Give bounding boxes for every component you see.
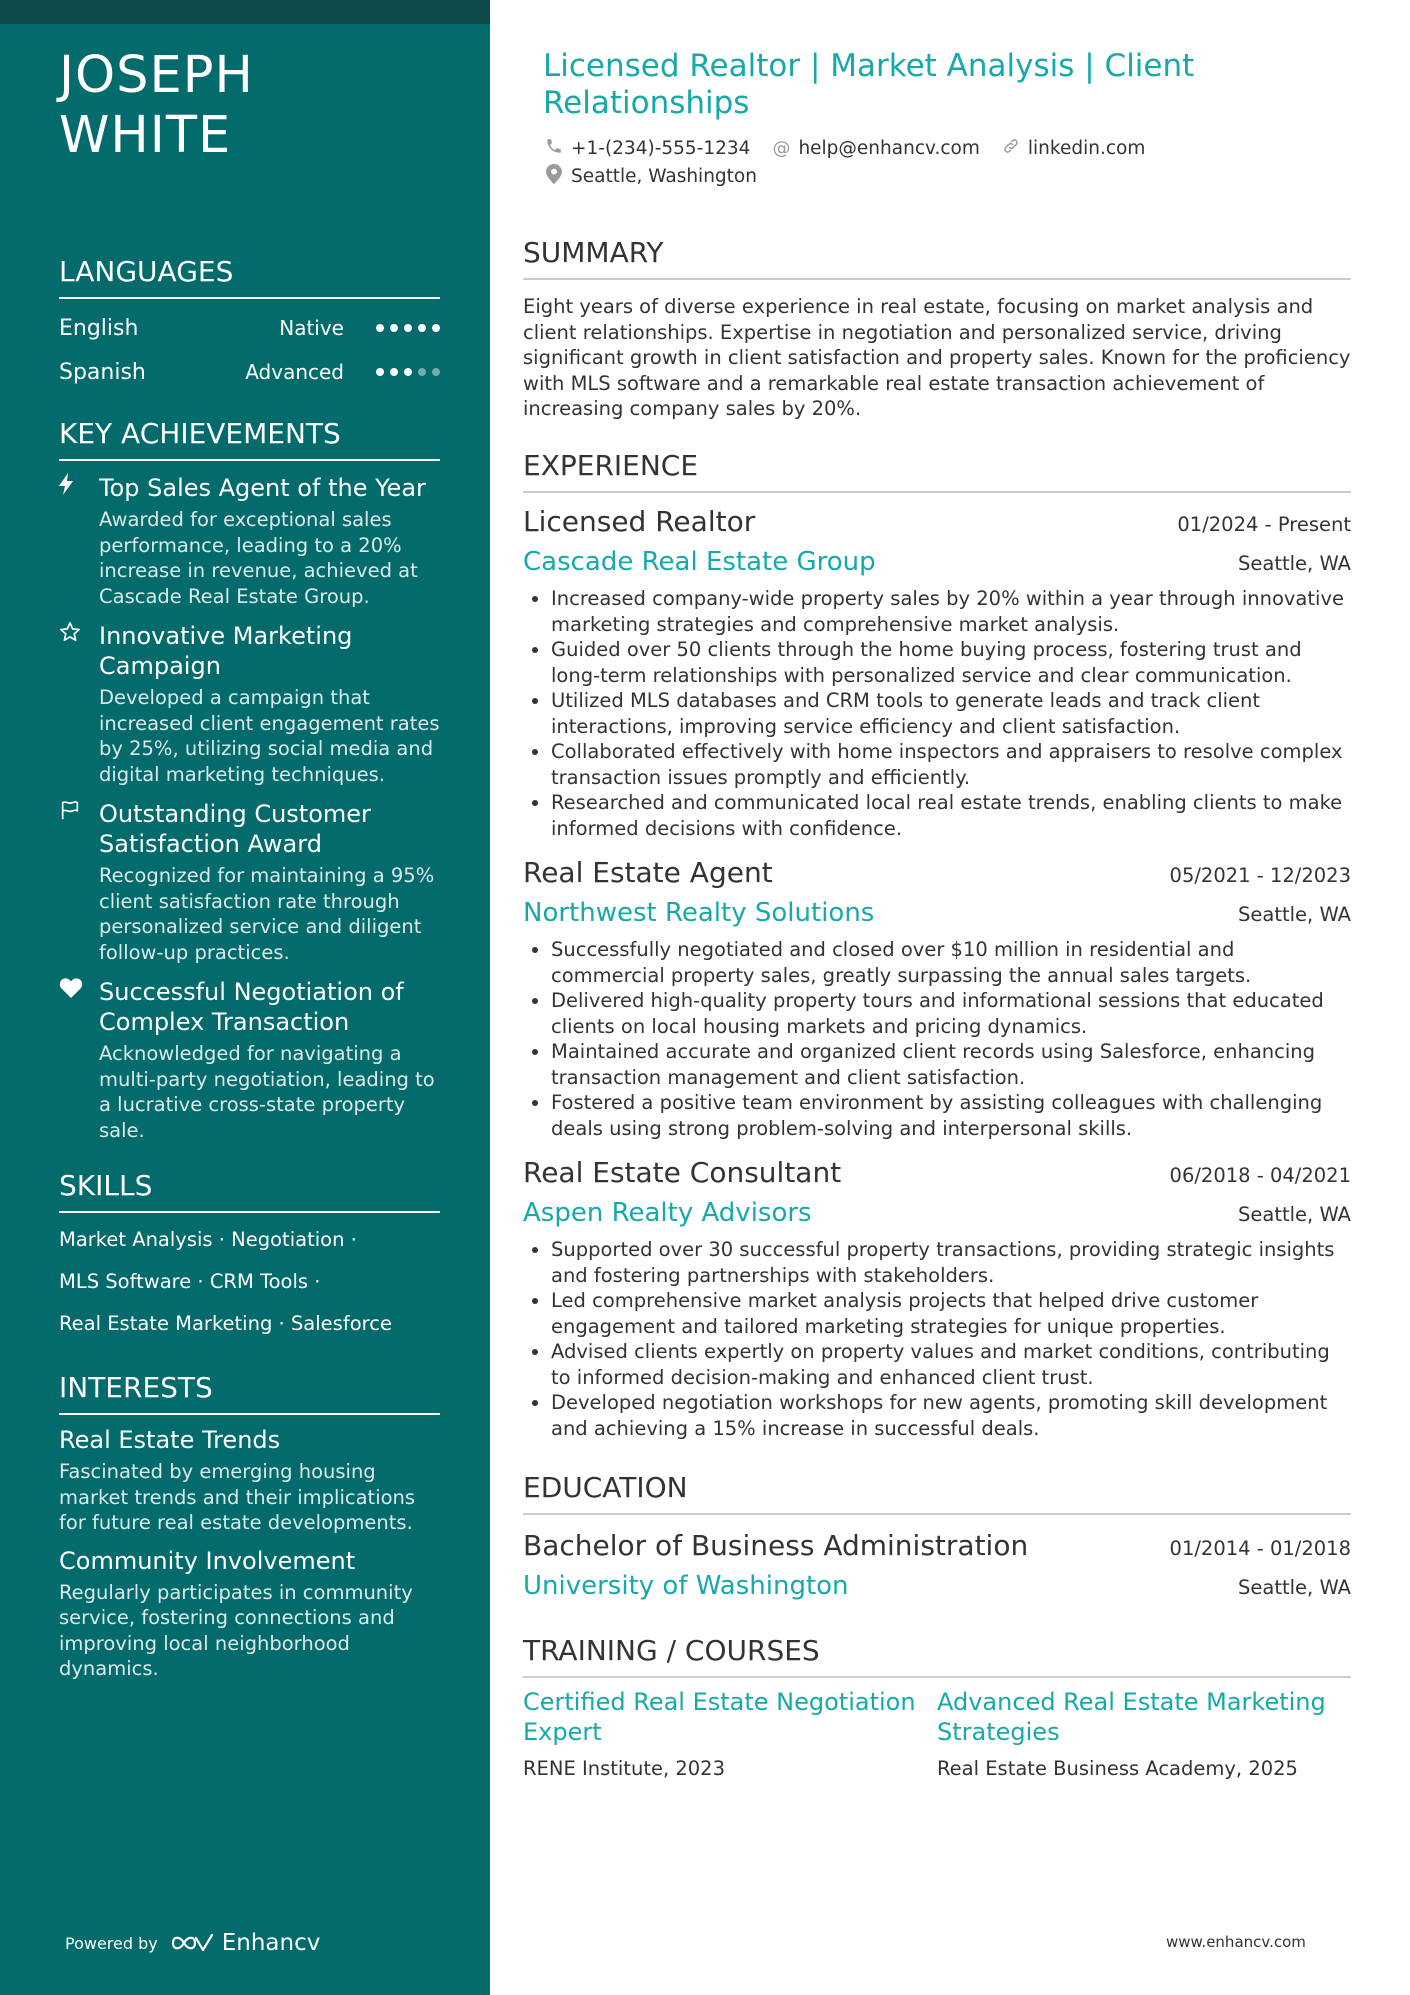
achievement-title: Innovative Marketing Campaign [99,622,353,680]
job-company: Aspen Realty Advisors [523,1198,812,1228]
proficiency-dot [376,368,384,376]
contact-website[interactable] [1000,137,1145,160]
job-bullets [523,937,1351,1141]
proficiency-dot [418,368,426,376]
job-bullet: • Advised clients expertly on property values and market conditions, contributing to informed decision-making and enhanced client trust. [551,1339,1351,1390]
achievement-description: Developed a campaign that increased client engagement rates by 25%, utilizing social media and digital marketing techniques. [99,686,440,786]
brand-logo[interactable] [170,1930,321,1956]
interest-description: Regularly participates in community service, fostering connections and improving local neighborhood dynamics. [59,1580,413,1680]
job-bullet: • Fostered a positive team environment by assisting colleagues with challenging deals using strong problem-solving and interpersonal skills. [551,1090,1351,1141]
interest-item [59,1425,440,1536]
proficiency-dot [376,324,384,332]
job-title: Real Estate Consultant [523,1156,842,1189]
education-date: 01/2014 - 01/2018 [1169,1537,1351,1560]
languages-heading: LANGUAGES [59,255,440,299]
job-location: Seattle, WA [1238,1203,1351,1226]
education-heading: EDUCATION [523,1471,1351,1515]
achievement-title: Top Sales Agent of the Year [99,474,426,502]
brand-name: Enhancv [221,1930,321,1956]
school-name: University of Washington [523,1571,849,1601]
job-bullet: • Supported over 30 successful property transactions, providing strategic insights and fostering partnerships with stakeholders. [551,1237,1351,1288]
phone-number: +1-(234)-555-1234 [571,137,751,159]
contact-phone[interactable] [543,137,750,160]
powered-by-label: Powered by [65,1933,158,1953]
course-item [523,1687,937,1780]
summary-heading: SUMMARY [523,236,1351,280]
footer-url[interactable]: www.enhancv.com [1166,1933,1306,1951]
language-proficiency-dots [376,368,440,376]
interest-title: Real Estate Trends [59,1426,281,1454]
phone-icon [543,137,565,160]
candidate-name: JOSEPH WHITE [59,46,254,165]
sidebar [0,0,490,1995]
summary-text: Eight years of diverse experience in real estate, focusing on market analysis and client relationships. Expertise in negotiation and personalized service, driving significant growth in client satisfaction and property sales. Known for the proficiency with MLS software and a remarkable real estate transaction achievement of increasing company sales by 20%. [523,295,1351,420]
sidebar-top-bar [0,0,490,24]
proficiency-dot [390,368,398,376]
job-entry [523,853,1351,1141]
proficiency-dot [404,324,412,332]
email-address: help@enhancv.com [798,137,980,159]
achievement-title: Outstanding Customer Satisfaction Award [99,800,371,858]
job-title: Real Estate Agent [523,856,773,889]
interests-list [59,1425,440,1682]
job-bullet: • Led comprehensive market analysis projects that helped drive customer engagement and tailored marketing strategies for unique properties. [551,1288,1351,1339]
language-proficiency-dots [376,324,440,332]
achievement-item [59,977,440,1143]
language-level: Advanced [245,360,344,384]
languages-list [59,306,440,394]
job-company: Northwest Realty Solutions [523,898,875,928]
star-icon [59,621,99,787]
location-pin-icon [543,164,565,189]
proficiency-dot [418,324,426,332]
at-sign-icon: @ [772,137,791,159]
course-institution: RENE Institute, 2023 [523,1757,725,1780]
job-bullet: • Maintained accurate and organized client records using Salesforce, enhancing transaction management and client satisfaction. [551,1039,1351,1090]
proficiency-dot [390,324,398,332]
location-text: Seattle, Washington [571,165,757,187]
interests-heading: INTERESTS [59,1371,440,1415]
school-location: Seattle, WA [1238,1576,1351,1599]
interest-item [59,1546,440,1682]
skill-line: Market Analysis · Negotiation · [59,1228,357,1251]
contact-location [543,164,757,189]
achievement-description: Recognized for maintaining a 95% client satisfaction rate through personalized service and diligent follow-up practices. [99,864,435,964]
training-heading: TRAINING / COURSES [523,1634,1351,1678]
language-level: Native [279,316,344,340]
job-entry [523,1153,1351,1441]
achievement-item [59,621,440,787]
job-company: Cascade Real Estate Group [523,547,876,577]
headline: Licensed Realtor | Market Analysis | Client Relationships [543,48,1195,121]
job-bullets [523,586,1351,841]
proficiency-dot [404,368,412,376]
courses-list [523,1687,1351,1780]
proficiency-dot [432,368,440,376]
skill-line: Real Estate Marketing · Salesforce [59,1312,392,1335]
job-title: Licensed Realtor [523,505,756,538]
achievements-heading: KEY ACHIEVEMENTS [59,417,440,461]
contact-email[interactable] [770,138,979,159]
experience-heading: EXPERIENCE [523,449,1351,493]
interest-title: Community Involvement [59,1546,356,1575]
skills-list [59,1219,440,1345]
website-link: linkedin.com [1027,137,1146,159]
job-bullet: • Delivered high-quality property tours and informational sessions that educated clients on local housing markets and pricing dynamics. [551,988,1351,1039]
course-title: Advanced Real Estate Marketing Strategies [937,1688,1326,1746]
job-bullets [523,1237,1351,1441]
job-date: 06/2018 - 04/2021 [1169,1164,1351,1187]
link-icon [1000,137,1022,160]
job-bullet: • Developed negotiation workshops for new agents, promoting skill development and achieving a 15% increase in successful deals. [551,1390,1351,1441]
job-date: 05/2021 - 12/2023 [1169,864,1351,887]
course-title: Certified Real Estate Negotiation Expert [523,1688,916,1746]
education-entry [523,1526,1351,1606]
skills-heading: SKILLS [59,1169,440,1213]
enhancv-logo-icon [170,1932,216,1954]
achievement-description: Acknowledged for navigating a multi-party negotiation, leading to a lucrative cross-state property sale. [99,1042,435,1142]
job-bullet: • Increased company-wide property sales by 20% within a year through innovative marketing strategies and comprehensive market analysis. [551,586,1351,637]
job-location: Seattle, WA [1238,903,1351,926]
interest-description: Fascinated by emerging housing market trends and their implications for future real estate developments. [59,1460,416,1534]
proficiency-dot [432,324,440,332]
language-name: English [59,315,139,341]
course-institution: Real Estate Business Academy, 2025 [937,1757,1298,1780]
language-item [59,350,440,394]
contact-info [543,134,1243,190]
language-item [59,306,440,350]
achievement-title: Successful Negotiation of Complex Transaction [99,978,404,1036]
achievement-item [59,473,440,609]
course-item [937,1687,1351,1780]
heart-icon [59,977,99,1143]
job-bullet: • Researched and communicated local real estate trends, enabling clients to make informed decisions with confidence. [551,790,1351,841]
achievement-item [59,799,440,965]
degree-title: Bachelor of Business Administration [523,1529,1029,1562]
job-date: 01/2024 - Present [1177,513,1351,536]
bolt-icon [59,473,99,609]
achievements-list [59,473,440,1143]
powered-by [65,1930,320,1956]
flag-icon [59,799,99,965]
job-location: Seattle, WA [1238,552,1351,575]
job-bullet: • Successfully negotiated and closed over $10 million in residential and commercial property sales, greatly surpassing the annual sales targets. [551,937,1351,988]
job-bullet: • Utilized MLS databases and CRM tools to generate leads and track client interactions, improving service efficiency and client satisfaction. [551,688,1351,739]
job-entry [523,502,1351,841]
skill-line: MLS Software · CRM Tools · [59,1270,321,1293]
job-bullet: • Guided over 50 clients through the home buying process, fostering trust and long-term relationships with personalized service and clear communication. [551,637,1351,688]
job-bullet: • Collaborated effectively with home inspectors and appraisers to resolve complex transaction issues promptly and efficiently. [551,739,1351,790]
language-name: Spanish [59,359,146,385]
achievement-description: Awarded for exceptional sales performance, leading to a 20% increase in revenue, achieved at Cascade Real Estate Group. [99,508,418,608]
